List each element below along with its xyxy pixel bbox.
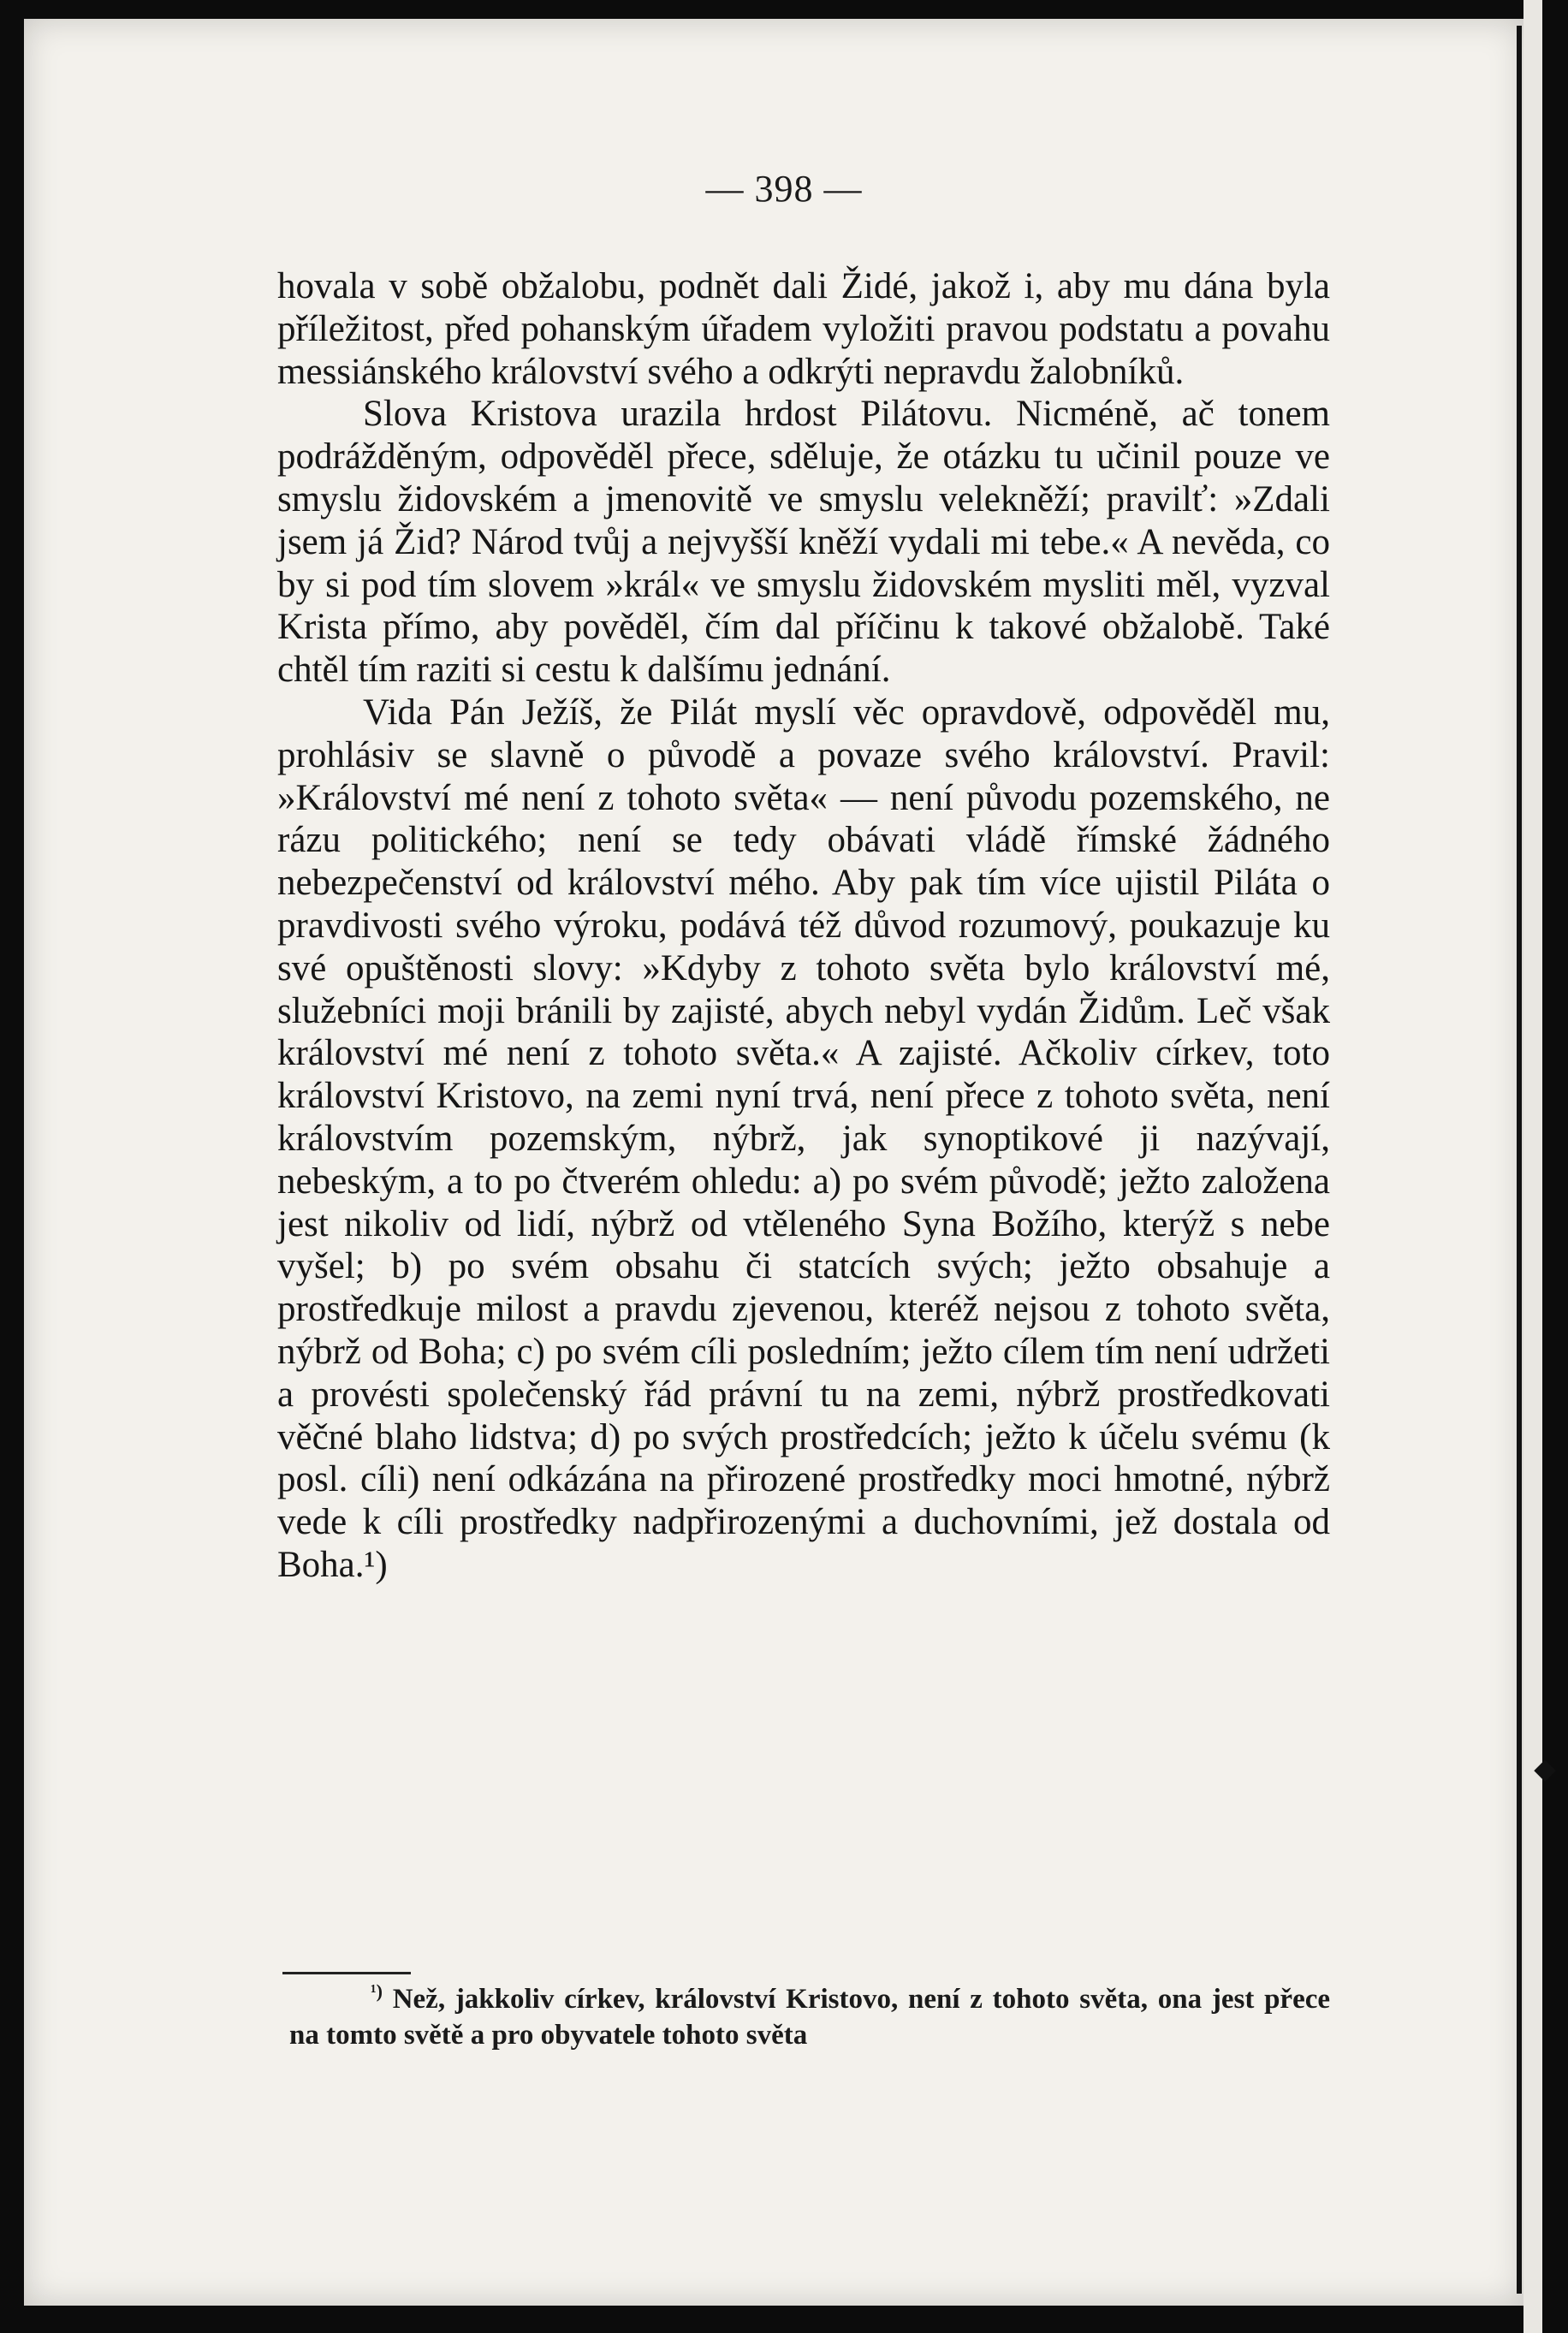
paragraph-1: hovala v sobě obžalobu, podnět dali Židé, jakož i, aby mu dána byla příležitost, před pohanským úřadem vyložiti pravou podstatu a povahu messiánského království svého a odkrýti nepravdu žalobníků.	[277, 266, 1330, 392]
facing-page-edge	[1523, 0, 1542, 2333]
footnote-text: Než, jakkoliv církev, království Kristovo, není z tohoto světa, ona jest přece na tomto světě a pro obyvatele tohoto světa	[289, 1984, 1331, 2051]
footnote-marker: ¹)	[371, 1980, 383, 2002]
footnote	[289, 1981, 1330, 2053]
paragraph-2: Slova Kristova urazila hrdost Pilátovu. Nicméně, ač tonem podrážděným, odpověděl přece, sděluje, že otázku tu učinil pouze ve smyslu židovském a jmenovitě ve smyslu velekněží; pravilť: »Zdali jsem já Žid? Národ tvůj a nejvyšší kněží vydali mi tebe.« A nevěda, co by si pod tím slovem »král« ve smyslu židovském mysliti měl, vyzval Krista přímo, aby pověděl, čím dal příčinu k takové obžalobě. Také chtěl tím raziti si cestu k dalšímu jednání.	[277, 394, 1330, 691]
page-edge-shadow	[1517, 26, 1522, 2294]
body-text	[277, 265, 1330, 1587]
page-number: — 398 —	[705, 168, 863, 210]
footnote-rule	[282, 1972, 411, 1974]
paragraph-3: Vida Pán Ježíš, že Pilát myslí věc opravdově, odpověděl mu, prohlásiv se slavně o původě a povaze svého království. Pravil: »Království mé není z tohoto světa« — není původu pozemského, ne rázu politického; není se tedy obávati vládě římské žádného nebezpečenství od království mého. Aby pak tím více ujistil Piláta o pravdivosti svého výroku, podává též důvod rozumový, poukazuje ku své opuštěnosti slovy: »Kdyby z tohoto světa bylo království mé, služebníci moji bránili by zajisté, abych nebyl vydán Židům. Leč však království mé není z tohoto světa.« A zajisté. Ačkoliv církev, toto království Kristovo, na zemi nyní trvá, není přece z tohoto světa, není královstvím pozemským, nýbrž, jak synoptikové ji nazývají, nebeským, a to po čtverém ohledu: a) po svém původě; ježto založena jest nikoliv od lidí, nýbrž od vtěleného Syna Božího, kterýž s nebe vyšel; b) po svém obsahu či statcích svých; ježto obsahuje a prostředkuje milost a pravdu zjevenou, kteréž nejsou z tohoto světa, nýbrž od Boha; c) po svém cíli posledním; ježto cílem tím není udržeti a provésti společenský řád právní tu na zemi, nýbrž prostředkovati věčné blaho lidstva; d) po svých prostředcích; ježto k účelu svému (k posl. cíli) není odkázána na přirozené prostředky moci hmotné, nýbrž vede k cíli prostředky nadpřirozenými a duchovními, jež dostala od Boha.¹)	[277, 692, 1330, 1585]
